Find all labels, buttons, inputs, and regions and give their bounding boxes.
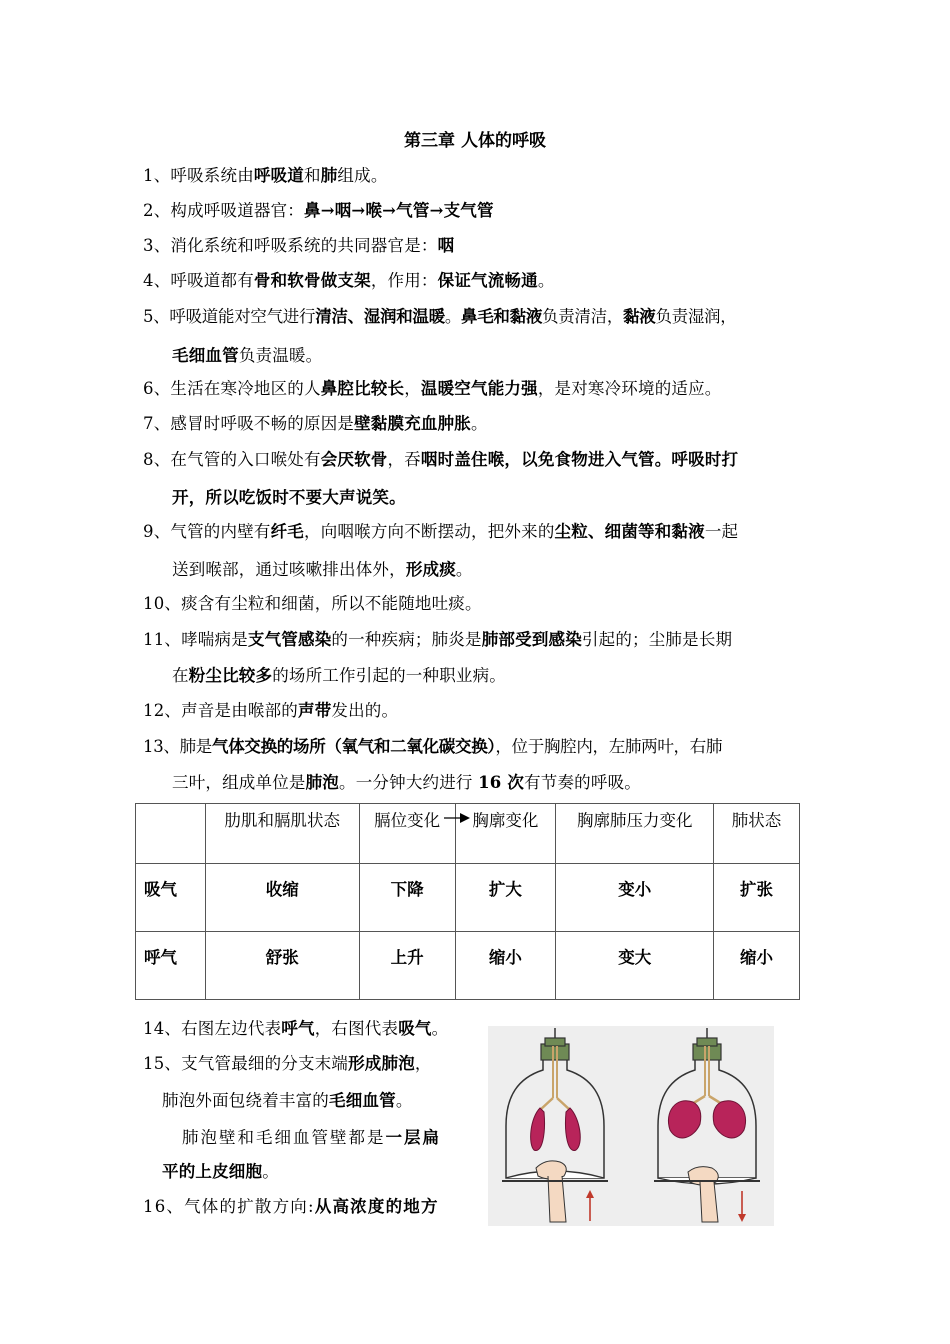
- text: 肺泡外面包绕着丰富的: [162, 1091, 329, 1110]
- table-header-cell: 膈位变化: [359, 804, 455, 864]
- bold-text: 鼻腔比较长: [320, 379, 405, 398]
- text: ，右图代表: [314, 1019, 399, 1038]
- text: 肺泡壁和毛细血管壁都是: [182, 1128, 386, 1147]
- bold-text: 声带: [298, 701, 332, 720]
- bold-text: 肺部受到感染: [481, 630, 582, 649]
- text: ，: [414, 1054, 432, 1073]
- bold-text: 壁黏膜充血肿胀: [354, 414, 472, 433]
- bold-text: 形成肺泡: [348, 1054, 415, 1073]
- breathing-table: [135, 803, 800, 1000]
- bold-text: 保证气流畅通: [437, 271, 538, 290]
- text: 。: [537, 271, 555, 290]
- table-row: [136, 864, 800, 932]
- item-13: [143, 733, 722, 757]
- text: 引起的；尘肺是长期: [581, 630, 733, 649]
- item-8: [143, 446, 738, 470]
- item-11: [143, 626, 732, 650]
- text: 8、在气管的入口喉处有: [143, 450, 321, 469]
- table-header-cell: 肋肌和膈肌状态: [205, 804, 359, 864]
- bold-text: 16 次: [478, 773, 525, 792]
- lung-model-illustration: [488, 1026, 774, 1226]
- text: ，吞: [387, 450, 421, 469]
- text: ，: [404, 379, 421, 398]
- text: 14、右图左边代表: [143, 1019, 282, 1038]
- text: 。: [395, 1091, 413, 1110]
- table-cell: 变大: [556, 932, 714, 1000]
- text: 三叶，组成单位是: [172, 773, 306, 792]
- table-header-cell: 肺状态: [714, 804, 800, 864]
- bold-text: 平的上皮细胞: [162, 1162, 263, 1181]
- text: 12、声音是由喉部的: [143, 701, 298, 720]
- bold-text: 粉尘比较多: [188, 666, 273, 685]
- item-12: [143, 697, 398, 721]
- text: 和: [304, 166, 321, 185]
- bold-text: 气体交换的场所（氧气和二氧化碳交换）: [212, 737, 496, 756]
- item-15-cont-1: [162, 1087, 413, 1111]
- bold-text: 开，所以吃饭时不要大声说笑。: [172, 488, 406, 507]
- bold-text: 一层扁: [385, 1128, 441, 1147]
- item-9-cont: [172, 556, 473, 580]
- item-10: [143, 590, 482, 614]
- table-cell: 缩小: [455, 932, 556, 1000]
- text: 3、消化系统和呼吸系统的共同器官是：: [143, 236, 438, 255]
- item-3: [143, 232, 454, 256]
- item-1: [143, 162, 388, 186]
- bold-text: 吸气: [398, 1019, 432, 1038]
- text: 有节奏的呼吸。: [524, 773, 641, 792]
- text: 7、感冒时呼吸不畅的原因是: [143, 414, 355, 433]
- text: 在: [172, 666, 189, 685]
- page-title: 第三章 人体的呼吸: [404, 131, 546, 151]
- table-header-cell: 胸廓变化: [455, 804, 556, 864]
- text: 13、肺是: [143, 737, 212, 756]
- right-bell-jar: [654, 1028, 760, 1222]
- table-row-header: 吸气: [136, 864, 206, 932]
- text: ，向咽喉方向不断摆动，把外来的: [304, 522, 555, 541]
- text: 的场所工作引起的一种职业病。: [272, 666, 507, 685]
- bold-text: 支气管感染: [247, 630, 332, 649]
- text: 发出的。: [331, 701, 399, 720]
- table-cell: 上升: [359, 932, 455, 1000]
- bold-text: 尘粒、细菌等和黏液: [554, 522, 705, 541]
- table-cell: 收缩: [205, 864, 359, 932]
- bold-text: 鼻毛和黏液: [461, 307, 543, 326]
- table-cell: 舒张: [205, 932, 359, 1000]
- bold-text: 清洁、湿润和温暖: [315, 307, 445, 326]
- text: 负责清洁，: [542, 307, 624, 326]
- bold-text: 呼气: [281, 1019, 315, 1038]
- bold-text: 毛细血管: [329, 1091, 396, 1110]
- text: 。: [471, 414, 488, 433]
- text: 6、生活在寒冷地区的人: [143, 379, 321, 398]
- item-15-cont-2: [182, 1124, 441, 1148]
- item-9: [143, 518, 738, 542]
- text: ，位于胸腔内，左肺两叶，右肺: [495, 737, 723, 756]
- text: 的一种疾病；肺炎是: [331, 630, 482, 649]
- text: 10、痰含有尘粒和细菌，所以不能随地吐痰。: [143, 594, 482, 613]
- text: 一起: [704, 522, 739, 541]
- text: 送到喉部，通过咳嗽排出体外，: [172, 560, 406, 579]
- bold-text: 咽时盖住喉，以免食物进入气管。呼吸时打: [420, 450, 739, 469]
- item-13-cont: [172, 769, 641, 793]
- bell-jar-figure: [488, 1026, 774, 1226]
- bold-text: 呼吸道: [253, 166, 305, 185]
- table-cell: 缩小: [714, 932, 800, 1000]
- bold-text: 纤毛: [270, 522, 305, 541]
- text: 。: [431, 1019, 449, 1038]
- text: 11、哮喘病是: [143, 630, 248, 649]
- table-cell: 变小: [556, 864, 714, 932]
- table-row-header: 呼气: [136, 932, 206, 1000]
- text: 1、呼吸系统由: [143, 166, 254, 185]
- table-row: [136, 932, 800, 1000]
- bold-text: 骨和软骨做支架: [253, 271, 371, 290]
- item-6: [143, 375, 722, 399]
- item-2: [143, 197, 494, 221]
- arrow-right-icon: [444, 812, 470, 824]
- bold-text: 温暖空气能力强: [420, 379, 538, 398]
- item-16: [143, 1193, 439, 1217]
- text: 负责温暖。: [238, 346, 323, 365]
- text: 2、构成呼吸道器官：: [143, 201, 304, 220]
- item-5-cont: [172, 342, 322, 366]
- text: 9、气管的内壁有: [143, 522, 271, 541]
- table-cell: 扩大: [455, 864, 556, 932]
- bold-text: 肺泡: [305, 773, 340, 792]
- text: 。一分钟大约进行: [339, 773, 479, 792]
- bold-text: 鼻→咽→喉→气管→支气管: [304, 201, 494, 220]
- item-14: [143, 1015, 448, 1039]
- bold-text: 从高浓度的地方: [314, 1197, 439, 1216]
- bold-text: 黏液: [623, 307, 656, 326]
- text: 4、呼吸道都有: [143, 271, 254, 290]
- text: 组成。: [337, 166, 388, 185]
- item-5: [143, 303, 736, 327]
- text: 。: [455, 560, 473, 579]
- item-4: [143, 267, 555, 291]
- text: ，作用：: [370, 271, 438, 290]
- bold-text: 形成痰: [405, 560, 456, 579]
- bold-text: 会厌软骨: [320, 450, 388, 469]
- bold-text: 肺: [320, 166, 338, 185]
- text: 5、呼吸道能对空气进行: [143, 307, 316, 326]
- text: 15、支气管最细的分支末端: [143, 1054, 349, 1073]
- table-header-cell: 胸廓肺压力变化: [556, 804, 714, 864]
- table-header-cell: [136, 804, 206, 864]
- item-11-cont: [172, 662, 506, 686]
- text: 。: [444, 307, 462, 326]
- item-8-cont: [172, 484, 406, 508]
- item-7: [143, 410, 488, 434]
- left-bell-jar: [502, 1028, 608, 1222]
- table-cell: 扩张: [714, 864, 800, 932]
- bold-text: 咽: [437, 236, 455, 255]
- text: 。: [262, 1162, 279, 1181]
- bold-text: 毛细血管: [172, 346, 239, 365]
- item-15-cont-3: [162, 1158, 279, 1182]
- table-cell: 下降: [359, 864, 455, 932]
- text: 16、气体的扩散方向:: [143, 1197, 315, 1216]
- text: 负责湿润，: [655, 307, 737, 326]
- item-15: [143, 1050, 432, 1074]
- text: ，是对寒冷环境的适应。: [537, 379, 722, 398]
